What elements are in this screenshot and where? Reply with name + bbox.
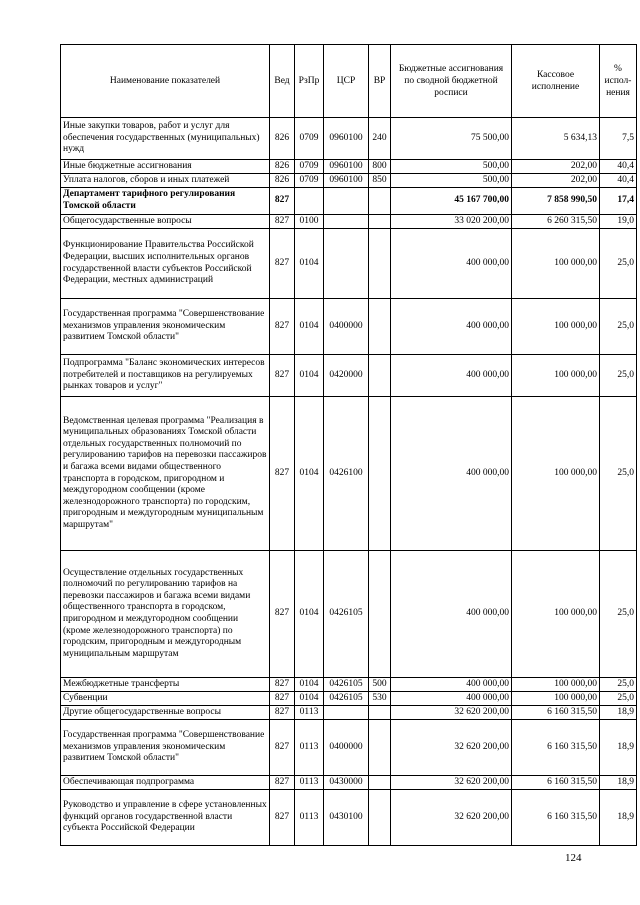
- cell-rzpr: 0100: [295, 215, 324, 229]
- cell-name: Другие общегосударственные вопросы: [61, 706, 270, 720]
- cell-rzpr: 0104: [295, 692, 324, 706]
- cell-rzpr: 0104: [295, 299, 324, 355]
- cell-csr: [324, 706, 369, 720]
- cell-budget: 33 020 200,00: [391, 215, 512, 229]
- cell-name: Уплата налогов, сборов и иных платежей: [61, 174, 270, 188]
- cell-cash: 7 858 990,50: [512, 188, 600, 215]
- cell-vr: [369, 720, 391, 776]
- cell-name: Межбюджетные трансферты: [61, 678, 270, 692]
- cell-rzpr: 0709: [295, 160, 324, 174]
- cell-cash: 100 000,00: [512, 299, 600, 355]
- cell-cash: 6 160 315,50: [512, 790, 600, 846]
- cell-name: Осуществление отдельных государственных полномочий по регулированию тарифов на перевозки пассажиров и багажа всеми видами общественного транспорта в городском, пригородном и междугородном сообщении (кроме железнодорожного транспорта) по городским, пригородным и междугородным муниципальным маршрутам: [61, 551, 270, 678]
- cell-budget: 400 000,00: [391, 397, 512, 551]
- cell-vr: [369, 397, 391, 551]
- cell-cash: 6 160 315,50: [512, 720, 600, 776]
- table-row: [61, 160, 637, 174]
- header-vr: ВР: [369, 45, 391, 118]
- cell-csr: 0960100: [324, 174, 369, 188]
- cell-cash: 6 260 315,50: [512, 215, 600, 229]
- cell-ved: 826: [270, 160, 295, 174]
- cell-rzpr: 0104: [295, 678, 324, 692]
- cell-csr: [324, 215, 369, 229]
- cell-vr: [369, 776, 391, 790]
- cell-csr: 0426105: [324, 678, 369, 692]
- cell-pct: 18,9: [600, 720, 637, 776]
- cell-rzpr: 0113: [295, 720, 324, 776]
- cell-cash: 202,00: [512, 160, 600, 174]
- cell-pct: 19,0: [600, 215, 637, 229]
- cell-vr: 800: [369, 160, 391, 174]
- cell-name: Функционирование Правительства Российской Федерации, высших исполнительных органов государственной власти субъектов Российской Федерации, местных администраций: [61, 229, 270, 299]
- cell-rzpr: 0113: [295, 790, 324, 846]
- cell-rzpr: [295, 188, 324, 215]
- cell-budget: 45 167 700,00: [391, 188, 512, 215]
- cell-pct: 18,9: [600, 776, 637, 790]
- table-row: [61, 551, 637, 678]
- table-row: [61, 706, 637, 720]
- table-row: [61, 692, 637, 706]
- cell-pct: 25,0: [600, 355, 637, 397]
- table-row: [61, 118, 637, 160]
- cell-rzpr: 0104: [295, 397, 324, 551]
- cell-budget: 400 000,00: [391, 678, 512, 692]
- cell-cash: 100 000,00: [512, 355, 600, 397]
- cell-ved: 826: [270, 118, 295, 160]
- header-csr: ЦСР: [324, 45, 369, 118]
- cell-rzpr: 0709: [295, 118, 324, 160]
- cell-pct: 40,4: [600, 174, 637, 188]
- cell-vr: 240: [369, 118, 391, 160]
- cell-csr: [324, 229, 369, 299]
- table-row: [61, 174, 637, 188]
- header-name: Наименование показателей: [61, 45, 270, 118]
- cell-budget: 32 620 200,00: [391, 720, 512, 776]
- cell-vr: [369, 188, 391, 215]
- cell-cash: 100 000,00: [512, 678, 600, 692]
- cell-vr: 530: [369, 692, 391, 706]
- cell-vr: [369, 355, 391, 397]
- cell-pct: 25,0: [600, 397, 637, 551]
- cell-budget: 500,00: [391, 160, 512, 174]
- cell-cash: 100 000,00: [512, 229, 600, 299]
- cell-name: Ведомственная целевая программа "Реализация в муниципальных образованиях Томской области отдельных государственных полномочий по регулированию тарифов на перевозки пассажиров и багажа всеми видами общественного транспорта в городском, пригородном и междугородном сообщении (кроме железнодорожного транспорта) по городским, пригородным и междугородным муниципальным маршрутам": [61, 397, 270, 551]
- cell-cash: 6 160 315,50: [512, 706, 600, 720]
- cell-csr: 0420000: [324, 355, 369, 397]
- cell-rzpr: 0113: [295, 776, 324, 790]
- cell-rzpr: 0104: [295, 551, 324, 678]
- cell-csr: [324, 188, 369, 215]
- cell-csr: 0426105: [324, 551, 369, 678]
- cell-ved: 827: [270, 397, 295, 551]
- cell-budget: 400 000,00: [391, 355, 512, 397]
- cell-vr: [369, 215, 391, 229]
- cell-rzpr: 0709: [295, 174, 324, 188]
- cell-cash: 100 000,00: [512, 397, 600, 551]
- header-cash: Кассовое исполнение: [512, 45, 600, 118]
- cell-cash: 202,00: [512, 174, 600, 188]
- table-row: [61, 355, 637, 397]
- cell-csr: 0960100: [324, 118, 369, 160]
- table-header-row: [61, 45, 637, 118]
- cell-budget: 32 620 200,00: [391, 776, 512, 790]
- cell-csr: 0400000: [324, 299, 369, 355]
- cell-csr: 0426100: [324, 397, 369, 551]
- cell-ved: 827: [270, 229, 295, 299]
- table-row: [61, 776, 637, 790]
- cell-cash: 100 000,00: [512, 551, 600, 678]
- cell-name: Субвенции: [61, 692, 270, 706]
- cell-pct: 25,0: [600, 678, 637, 692]
- cell-rzpr: 0113: [295, 706, 324, 720]
- cell-name: Подпрограмма "Баланс экономических интересов потребителей и поставщиков на регулируемых рынках товаров и услуг": [61, 355, 270, 397]
- cell-vr: [369, 706, 391, 720]
- budget-execution-table: [60, 44, 637, 846]
- cell-budget: 32 620 200,00: [391, 706, 512, 720]
- cell-vr: [369, 790, 391, 846]
- cell-name: Общегосударственные вопросы: [61, 215, 270, 229]
- cell-pct: 25,0: [600, 551, 637, 678]
- cell-vr: 500: [369, 678, 391, 692]
- cell-pct: 25,0: [600, 229, 637, 299]
- table-row: [61, 790, 637, 846]
- cell-name: Департамент тарифного регулирования Томской области: [61, 188, 270, 215]
- cell-vr: [369, 229, 391, 299]
- cell-ved: 827: [270, 692, 295, 706]
- cell-budget: 400 000,00: [391, 692, 512, 706]
- cell-ved: 827: [270, 355, 295, 397]
- cell-name: Обеспечивающая подпрограмма: [61, 776, 270, 790]
- page-number: 124: [565, 852, 582, 864]
- table-row: [61, 397, 637, 551]
- cell-ved: 827: [270, 215, 295, 229]
- cell-ved: 827: [270, 720, 295, 776]
- cell-csr: 0400000: [324, 720, 369, 776]
- cell-name: Иные бюджетные ассигнования: [61, 160, 270, 174]
- cell-budget: 75 500,00: [391, 118, 512, 160]
- cell-name: Государственная программа "Совершенствование механизмов управления экономическим развитием Томской области": [61, 720, 270, 776]
- cell-vr: [369, 551, 391, 678]
- cell-cash: 6 160 315,50: [512, 776, 600, 790]
- table-row: [61, 229, 637, 299]
- cell-pct: 17,4: [600, 188, 637, 215]
- header-percent: % испол- нения: [600, 45, 637, 118]
- table-row: [61, 720, 637, 776]
- cell-pct: 25,0: [600, 692, 637, 706]
- cell-ved: 827: [270, 188, 295, 215]
- cell-ved: 827: [270, 299, 295, 355]
- cell-budget: 400 000,00: [391, 551, 512, 678]
- cell-csr: 0426105: [324, 692, 369, 706]
- table-row: [61, 299, 637, 355]
- cell-ved: 826: [270, 174, 295, 188]
- header-ved: Вед: [270, 45, 295, 118]
- cell-name: Иные закупки товаров, работ и услуг для обеспечения государственных (муниципальных) нужд: [61, 118, 270, 160]
- table-row: [61, 188, 637, 215]
- cell-budget: 500,00: [391, 174, 512, 188]
- cell-pct: 25,0: [600, 299, 637, 355]
- cell-rzpr: 0104: [295, 229, 324, 299]
- cell-cash: 100 000,00: [512, 692, 600, 706]
- cell-ved: 827: [270, 790, 295, 846]
- cell-csr: 0430000: [324, 776, 369, 790]
- cell-ved: 827: [270, 706, 295, 720]
- header-budget: Бюджетные ассигнования по сводной бюджетной росписи: [391, 45, 512, 118]
- cell-pct: 18,9: [600, 706, 637, 720]
- cell-budget: 32 620 200,00: [391, 790, 512, 846]
- cell-rzpr: 0104: [295, 355, 324, 397]
- cell-budget: 400 000,00: [391, 229, 512, 299]
- cell-ved: 827: [270, 551, 295, 678]
- cell-pct: 40,4: [600, 160, 637, 174]
- table-row: [61, 215, 637, 229]
- cell-name: Руководство и управление в сфере установленных функций органов государственной власти субъекта Российской Федерации: [61, 790, 270, 846]
- cell-ved: 827: [270, 776, 295, 790]
- cell-cash: 5 634,13: [512, 118, 600, 160]
- cell-vr: [369, 299, 391, 355]
- cell-name: Государственная программа "Совершенствование механизмов управления экономическим развитием Томской области": [61, 299, 270, 355]
- cell-pct: 18,9: [600, 790, 637, 846]
- cell-csr: 0960100: [324, 160, 369, 174]
- cell-vr: 850: [369, 174, 391, 188]
- cell-pct: 7,5: [600, 118, 637, 160]
- cell-ved: 827: [270, 678, 295, 692]
- table-row: [61, 678, 637, 692]
- header-rzpr: РзПр: [295, 45, 324, 118]
- cell-budget: 400 000,00: [391, 299, 512, 355]
- cell-csr: 0430100: [324, 790, 369, 846]
